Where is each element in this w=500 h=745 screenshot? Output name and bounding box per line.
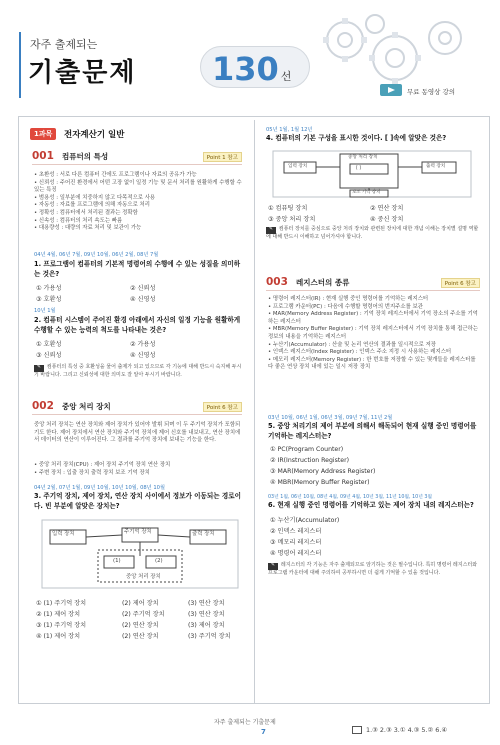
question-4: 4. 컴퓨터의 기본 구성을 표시한 것이다. [ ]속에 알맞은 것은? [266, 134, 447, 142]
question-3: 3. 주기억 장치, 제어 장치, 연산 장치 사이에서 정보가 이동되는 경로이다. 빈 부분에 알맞은 장치는? [34, 492, 242, 510]
section-header-003 [266, 276, 480, 291]
option-part: (2) 제어 장치 [122, 600, 159, 607]
question-count: 130 선 [212, 50, 292, 88]
note-text: 레지스터의 각 기능은 자주 출제되므로 암기하는 것은 필수입니다. 특히 명령어 레지스터와 프로그램 카운터에 대해 주의하여 공부하시면 더 쉽게 기억할 수 있을 것입니다. [268, 562, 478, 576]
bullet: • 인덱스 레지스터(Index Register) : 인덱스 주소 지정 시 사용하는 레지스터 [268, 349, 452, 356]
bullet: • MBR(Memory Buffer Register) : 기억 장치 레지스터에서 기억 장치를 통해 접근하는 정보의 내용을 기억하는 레지스터 [268, 326, 478, 340]
section-bullets [34, 462, 244, 477]
exam-dates: 05년 1월, 1월 12년 [266, 127, 313, 133]
section-bullets [268, 296, 482, 372]
option-part: (2) 연산 장치 [122, 633, 159, 640]
option: ② 연산 장치 [370, 205, 404, 212]
exam-dates: 03년 10월, 06년 1월, 06년 3월, 09년 7월, 11년 2월 [268, 415, 393, 421]
option-part: (3) 연산 장치 [188, 611, 225, 618]
question-2: 2. 컴퓨터 시스템이 주어진 환경 아래에서 자신의 일정 기능을 원활하게 수행할 수 있는 능력의 척도를 나타내는 것은? [34, 316, 241, 334]
option [36, 620, 246, 629]
question-5: 5. 중앙 처리기의 제어 부분에 의해서 해독되어 현재 실행 중인 명령어를 기억하는 레지스터는? [268, 422, 477, 440]
option: ④ MBR(Memory Buffer Register) [270, 479, 370, 486]
bullet: • MAR(Memory Address Register) : 기억 장치 레지스터에서 기억 장소의 주소를 기억하는 레지스터 [268, 311, 478, 325]
option: ③ 호환성 [36, 296, 62, 303]
note-icon: ✎ [34, 365, 44, 372]
option: ② 인덱스 레지스터 [270, 528, 322, 535]
diagram-label-a: 입력 장치 [288, 164, 308, 169]
note-icon: ✎ [268, 563, 278, 570]
diagram-label-input: 입력 장치 [52, 531, 75, 537]
section-body: 중앙 처리 장치는 연산 장치와 제어 장치가 있어야 발휘 되며 이 두 주기억 장치가 포함되기도 한다. 제어 장치에서 연산 장치와 주기억 장치에 제어 신호를 내보내고, 연산 장치에서 데이터의 연산이 이루어진다. 그 결과를 주기억 장치에 보내는 기능을 한다. [34, 422, 241, 444]
exam-dates: 10년 1월 [34, 308, 56, 314]
diagram-label-b: [ ] [356, 166, 362, 171]
option [36, 609, 246, 618]
video-lecture-icon [380, 84, 402, 96]
option: ① 가용성 [36, 285, 62, 292]
section-number: 001 [32, 150, 54, 162]
option-part: ② (1) 제어 장치 [36, 611, 81, 618]
option-part: ① (1) 주기억 장치 [36, 600, 87, 607]
diagram-label-output: 출력 장치 [192, 531, 215, 537]
option: ③ 신뢰성 [36, 352, 62, 359]
option-part: (3) 주기억 장치 [188, 633, 231, 640]
study-note [266, 226, 480, 241]
option: ③ MAR(Memory Address Register) [270, 468, 376, 475]
option: ① 호환성 [36, 341, 62, 348]
bullet: • 메모리 레지스터(Memory Register) : 한 번호를 저장할 수 있는 몇개들을 레지스터를 다 좋은 연상 장치 내에 있는 일시 저장 장치 [268, 356, 476, 371]
column-divider [254, 120, 255, 704]
exam-dates: 03년 1월, 06년 10월, 08년 4월, 09년 4월, 10년 3월, 11년 10월, 10년 3월 [268, 495, 433, 500]
note-text: 컴퓨터의 특성 중 호환성을 물어 출제가 되고 있으므로 각 기능에 대해 반드시 숙지해 두시기 바랍니다. 그리고 신뢰성에 대한 의미도 잘 알아 두시기 바랍니다. [34, 364, 242, 378]
study-note [268, 562, 482, 577]
option: ① PC(Program Counter) [270, 446, 344, 453]
exam-dates: 04년 2월, 07년 1월, 09년 10월, 10년 10월, 08년 10월 [34, 485, 165, 491]
option-part: ④ (1) 제어 장치 [36, 633, 81, 640]
option: ③ 중앙 처리 장치 [268, 216, 316, 223]
bullet: • 명령어 레지스터(IR) : 현재 실행 중인 명령어를 기억하는 레지스터 [268, 296, 429, 302]
bullet: • 신속성 : 컴퓨터의 처리 속도는 빠름 [34, 217, 123, 224]
option [36, 598, 246, 607]
diagram-label-alu: (2) [155, 558, 163, 564]
answer-key: 1.③ 2.③ 3.① 4.③ 5.② 6.④ [366, 726, 448, 734]
section-title: 컴퓨터의 특성 [62, 152, 109, 161]
option: ① 컴퓨팅 장치 [268, 205, 308, 212]
bullet: • 주변 장치 : 입출 장치 출력 장치 보조 기억 장치 [34, 469, 150, 476]
option-part: (2) 연산 장치 [122, 622, 159, 629]
gears-decor-icon [305, 10, 475, 90]
section-number: 002 [32, 400, 54, 412]
bullet: • 범용성 : 일부분에 치중하지 않고 다목적으로 사용 [34, 194, 156, 201]
note-text: 컴퓨터 장치를 중심으로 중앙 처리 장치와 관련된 장치에 대한 개념 이해는 장치별 설명 역할에 대해 반드시 이해하고 넘어가셔야 합니다. [266, 226, 479, 240]
answer-key-icon [352, 726, 362, 734]
point-reference: Point 1 참고 [203, 152, 242, 162]
section-bullets [34, 172, 242, 233]
question-6: 6. 현재 실행 중인 명령어를 기억하고 있는 제어 장치 내의 레지스터는? [268, 501, 474, 509]
diagram-label-main: 주기억 장치 [124, 529, 152, 535]
option: ② 신뢰성 [130, 285, 156, 292]
section-title: 중앙 처리 장치 [62, 402, 111, 411]
option-part: ③ (1) 주기억 장치 [36, 622, 87, 629]
subject-title: 전자계산기 일반 [64, 130, 125, 140]
bullet: • 초환성 : 서로 다른 컴퓨터 간에도 프로그램이나 자료의 공유가 가능 [34, 172, 197, 178]
option: ③ 메모리 레지스터 [270, 539, 322, 546]
diagram-label-top: 중앙 처리 장치 [348, 155, 378, 160]
video-lecture-label: 무료 동영상 강의 [407, 88, 456, 96]
option: ② 가용성 [130, 341, 156, 348]
option: ④ 중신 장치 [370, 216, 404, 223]
diagram-label-cpu: 중앙 처리 장치 [126, 574, 161, 580]
study-note [34, 364, 244, 379]
option: ④ 신영성 [130, 296, 156, 303]
page-footer [18, 716, 488, 736]
option-part: (3) 제어 장치 [188, 622, 225, 629]
section-number: 003 [266, 276, 288, 288]
header-subtitle: 자주 출제되는 [30, 38, 98, 51]
section-title: 레지스터의 종류 [296, 278, 350, 287]
section-header-002 [32, 400, 242, 415]
section-header-001 [32, 150, 242, 165]
note-icon: ✎ [266, 227, 276, 234]
page-number: 7 [261, 728, 266, 736]
bullet: • 자동성 : 자료를 프로그램에 의해 자동으로 처리 [34, 202, 150, 209]
option: ④ 명령어 레지스터 [270, 550, 322, 557]
bullet: • 정확성 : 컴퓨터에서 처리된 결과는 정확함 [34, 209, 138, 216]
point-reference: Point 6 참고 [203, 402, 242, 412]
diagram-label-ctrl: (1) [113, 558, 121, 564]
option: ④ 신영성 [130, 352, 156, 359]
exam-dates: 04년 4월, 06년 7월, 09년 10월, 06년 2월, 08년 7월 [34, 252, 159, 258]
bullet: • 대용량성 : 대량의 자료 처리 및 보관이 가능 [34, 225, 142, 232]
bullet: • 신뢰성 : 주어진 환경에서 어떤 고장 없이 일정 기능 및 문서 처리를 원활하게 수행할 수 있는 특징 [34, 179, 242, 194]
bullet: • 중앙 처리 장치(CPU) : 제어 장치 주기억 장치 연산 장치 [34, 462, 171, 468]
page-title: 기출문제 [28, 58, 137, 88]
option: ① 누산기(Accumulator) [270, 517, 340, 524]
footer-caption: 자주 출제되는 기출문제 [214, 719, 276, 726]
question-1: 1. 프로그램이 컴퓨터의 기본적 명령어의 수행에 수 있는 성질을 의미하는 것은? [34, 260, 241, 278]
point-reference: Point 6 참고 [441, 278, 480, 288]
option-part: (2) 주기억 장치 [122, 611, 165, 618]
diagram-label-d: 보조 기억 장치 [352, 190, 381, 195]
bullet: • 누산기(Accumulator) : 산술 및 논리 연산의 결과를 일시적으로 저장 [268, 341, 437, 348]
option [36, 631, 246, 640]
subject-tag: 1과목 [30, 128, 56, 140]
option: ② IR(Instruction Register) [270, 457, 350, 464]
page-header [0, 0, 500, 110]
bullet: • 프로그램 카운터(PC) : 다음에 수행할 명령어의 번지주소를 보관 [268, 303, 423, 310]
option-part: (3) 연산 장치 [188, 600, 225, 607]
diagram-label-c: 출력 장치 [426, 164, 446, 169]
